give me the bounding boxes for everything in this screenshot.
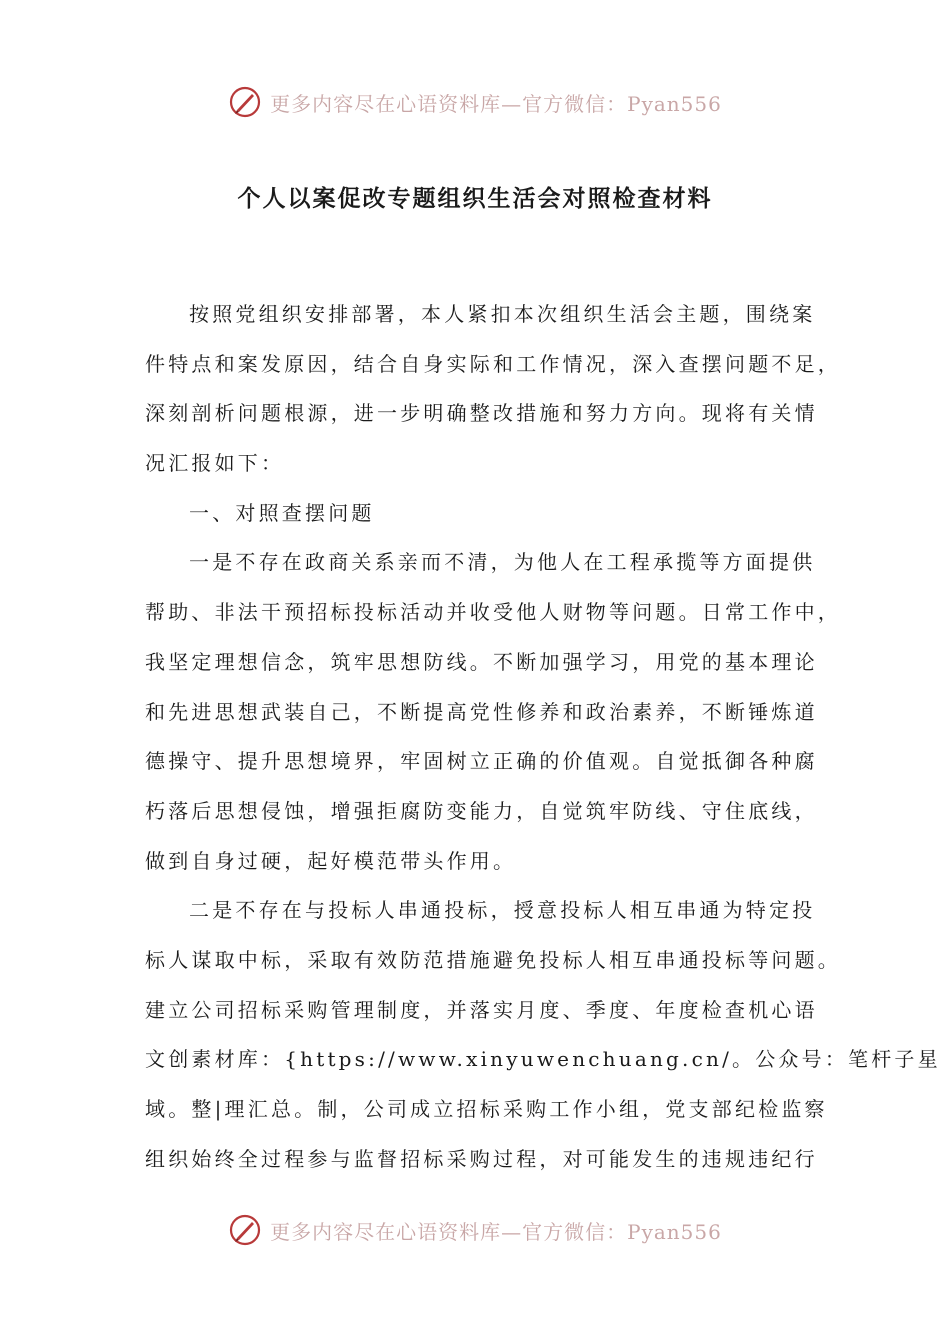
pen-logo-icon <box>228 85 262 119</box>
watermark-text: 更多内容尽在心语资料库—官方微信：Pyan556 <box>270 91 722 116</box>
wechat-id: Pyan556 <box>627 91 722 116</box>
text-line: 按照党组织安排部署，本人紧扣本次组织生活会主题，围绕案 <box>189 302 816 326</box>
watermark-text: 更多内容尽在心语资料库—官方微信：Pyan556 <box>270 1219 722 1244</box>
text-line: 朽落后思想侵蚀，增强拒腐防变能力，自觉筑牢防线、守住底线， <box>145 798 818 823</box>
text-line: 组织始终全过程参与监督招标采购过程，对可能发生的违规违纪行 <box>145 1146 818 1171</box>
document-title: 个人以案促改专题组织生活会对照检查材料 <box>237 186 713 212</box>
wechat-id: Pyan556 <box>627 1219 722 1244</box>
text-line: 一是不存在政商关系亲而不清，为他人在工程承揽等方面提供 <box>189 550 816 575</box>
footer-watermark-banner <box>0 1210 950 1250</box>
text-line: 件特点和案发原因，结合自身实际和工作情况，深入查摆问题不足， <box>145 351 841 376</box>
text-line: 建立公司招标采购管理制度，并落实月度、季度、年度检查机心语 <box>145 997 818 1022</box>
text-line: 二是不存在与投标人串通投标，授意投标人相互串通为特定投 <box>189 898 816 923</box>
text-line: 深刻剖析问题根源，进一步明确整改措施和努力方向。现将有关情 <box>145 401 818 426</box>
header-watermark-banner <box>0 82 950 122</box>
text-line: 帮助、非法干预招标投标活动并收受他人财物等问题。日常工作中， <box>145 600 841 625</box>
text-line: 我坚定理想信念，筑牢思想防线。不断加强学习，用党的基本理论 <box>145 649 818 674</box>
text-line: 文创素材库：{https://www.xinyuwenchuang.cn/。公众号：笔杆子星 <box>145 1047 941 1072</box>
pen-logo-icon <box>228 1213 262 1247</box>
text-line: 况汇报如下： <box>145 451 285 476</box>
document-body <box>145 290 941 1184</box>
text-line: 域。整|理汇总。制，公司成立招标采购工作小组，党支部纪检监察 <box>145 1097 828 1121</box>
text-line: 德操守、提升思想境界，牢固树立正确的价值观。自觉抵御各种腐 <box>145 749 818 774</box>
text-line: 做到自身过硬，起好模范带头作用。 <box>145 848 517 873</box>
text-line: 和先进思想武装自己，不断提高党性修养和政治素养，不断锤炼道 <box>145 699 818 724</box>
section-heading: 一、对照查摆问题 <box>189 500 375 525</box>
text-line: 标人谋取中标，采取有效防范措施避免投标人相互串通投标等问题。 <box>145 947 841 972</box>
